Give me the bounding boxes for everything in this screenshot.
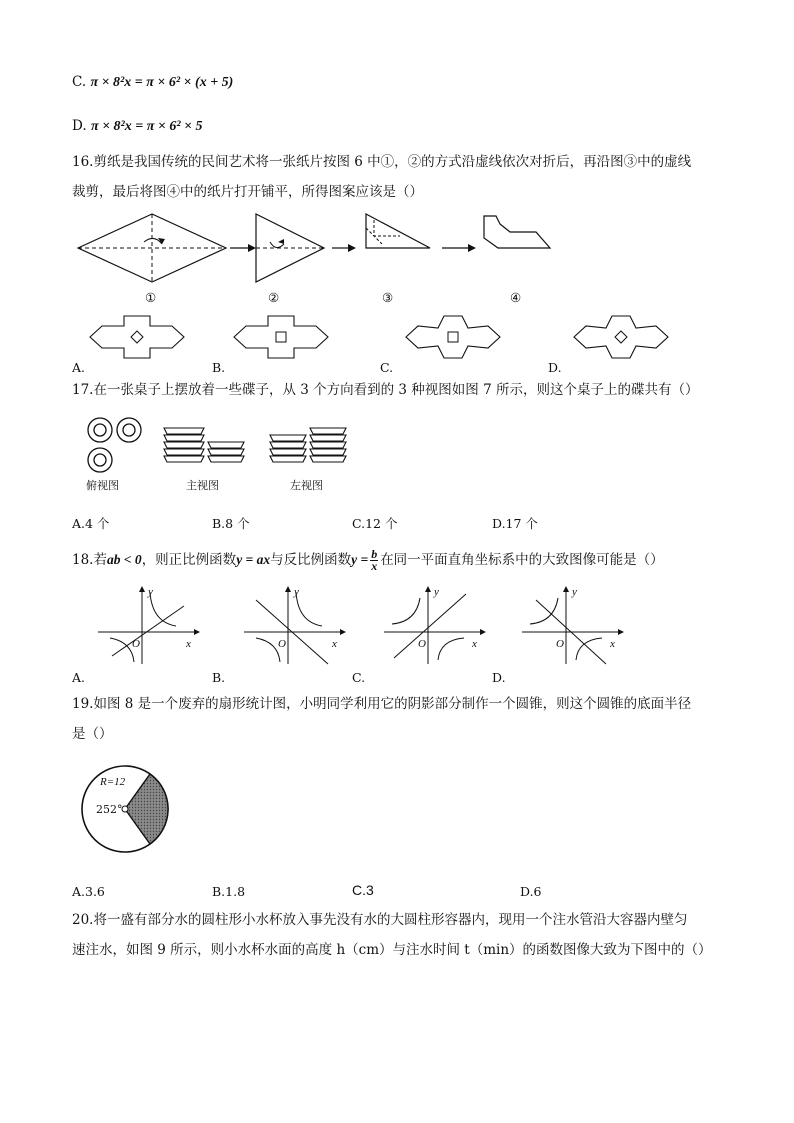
q18-a-y-label: y	[148, 586, 153, 598]
q18-option-a[interactable]: A.	[72, 670, 86, 685]
q15-option-c	[72, 72, 233, 93]
arrow-3	[442, 244, 476, 252]
q18-condition: ab < 0	[106, 552, 142, 567]
q16-step-label-2: ②	[268, 290, 280, 305]
q17-three-views-figure	[84, 416, 354, 478]
q18-option-d[interactable]: D.	[492, 670, 506, 685]
q19-sector-chart	[80, 764, 174, 858]
q18-d-y-label: y	[572, 586, 577, 598]
front-view-stacks	[164, 428, 244, 462]
q17-stem: 17.在一张桌子上摆放着一些碟子，从 3 个方向看到的 3 种视图如图 7 所示，则这个桌子上的碟共有（）	[72, 382, 699, 398]
q18-graph-a	[94, 586, 200, 666]
q17-option-b[interactable]: B.8 个	[212, 516, 250, 531]
q19-stem-line1: 19.如图 8 是一个废弃的扇形统计图，小明同学利用它的阴影部分制作一个圆锥，则这个圆锥的底面半径	[72, 696, 692, 712]
q15-d-formula: π × 8²x = π × 6² × 5	[90, 119, 203, 134]
q18-text-1: ，则正比例函数	[141, 552, 237, 568]
q16-option-b-shape	[232, 312, 332, 362]
q16-step-label-3: ③	[382, 290, 394, 305]
q18-d-x-label: x	[610, 638, 615, 650]
fraction-denominator: x	[371, 559, 378, 573]
q19-option-d[interactable]: D.6	[520, 884, 542, 899]
q17-front-view-label: 主视图	[186, 479, 219, 492]
q19-option-a[interactable]: A.3.6	[72, 884, 105, 899]
q16-option-c-shape	[404, 312, 504, 362]
q19-stem-line2: 是（）	[72, 726, 113, 742]
q18-graph-b	[240, 586, 346, 666]
q16-fold-steps-figure	[70, 208, 560, 308]
q18-a-origin-label: O	[132, 638, 140, 650]
q18-prefix: 18.若	[72, 552, 107, 568]
q19-radius-label: R=12	[100, 776, 126, 788]
q16-option-d[interactable]: D.	[548, 360, 562, 375]
side-view-stacks	[270, 428, 346, 462]
q18-stem	[72, 549, 664, 572]
q18-graph-d	[518, 586, 624, 666]
q18-inverse-lhs: y =	[351, 552, 369, 567]
q18-a-x-label: x	[186, 638, 191, 650]
q18-option-c[interactable]: C.	[352, 670, 366, 685]
q19-option-c[interactable]: C.3	[352, 882, 374, 898]
q15-c-formula: π × 8²x = π × 6² × (x + 5)	[90, 75, 234, 90]
q17-side-view-label: 左视图	[290, 479, 323, 492]
q19-option-b[interactable]: B.1.8	[212, 884, 246, 899]
arrow-2	[332, 244, 356, 252]
fold-step-3-right-triangle	[366, 214, 430, 248]
q18-graph-c	[380, 586, 486, 666]
q18-b-y-label: y	[294, 586, 299, 598]
q18-d-origin-label: O	[556, 638, 564, 650]
q16-step-label-4: ④	[510, 290, 522, 305]
q18-linear-function: y = ax	[236, 552, 271, 567]
q20-stem-line1: 20.将一盛有部分水的圆柱形小水杯放入事先没有水的大圆柱形容器内，现用一个注水管沿大容器内壁匀	[72, 912, 688, 928]
q15-option-d	[72, 116, 203, 137]
q16-option-a[interactable]: A.	[72, 360, 86, 375]
q18-b-x-label: x	[332, 638, 337, 650]
q15-c-label: C.	[72, 74, 87, 90]
q16-stem-line1: 16.剪纸是我国传统的民间艺术将一张纸片按图 6 中①，②的方式沿虚线依次对折后，再沿图③中的虚线	[72, 154, 692, 170]
fraction-numerator: b	[371, 547, 378, 561]
q17-option-c[interactable]: C.12 个	[352, 516, 398, 531]
q18-c-y-label: y	[434, 586, 439, 598]
q18-suffix: 在同一平面直角坐标系中的大致图像可能是（）	[380, 552, 664, 568]
q16-option-c[interactable]: C.	[380, 360, 394, 375]
fold-step-2-triangle	[256, 214, 324, 282]
q16-option-a-shape	[88, 312, 188, 362]
q17-option-d[interactable]: D.17 个	[492, 516, 538, 531]
q18-c-x-label: x	[472, 638, 477, 650]
q20-stem-line2: 速注水，如图 9 所示，则小水杯水面的高度 h（cm）与注水时间 t（min）的函数图像大致为下图中的（）	[72, 942, 712, 958]
q17-top-view-label: 俯视图	[86, 479, 119, 492]
fold-step-4-cut-piece	[484, 216, 550, 248]
q18-c-origin-label: O	[418, 638, 426, 650]
q18-option-b[interactable]: B.	[212, 670, 226, 685]
q18-inverse-fraction	[370, 549, 378, 572]
q19-angle-label: 252°	[96, 803, 123, 816]
arrow-1	[230, 244, 256, 252]
q18-b-origin-label: O	[278, 638, 286, 650]
q15-d-label: D.	[72, 118, 87, 134]
q16-step-label-1: ①	[145, 290, 157, 305]
q17-option-a[interactable]: A.4 个	[72, 516, 110, 531]
top-view-plates	[88, 418, 141, 472]
q16-stem-line2: 裁剪，最后将图④中的纸片打开铺平，所得图案应该是（）	[72, 184, 423, 200]
q16-option-b[interactable]: B.	[212, 360, 226, 375]
fold-step-1-rhombus	[78, 214, 226, 282]
q16-option-d-shape	[572, 312, 672, 362]
q18-text-2: 与反比例函数	[270, 552, 352, 568]
